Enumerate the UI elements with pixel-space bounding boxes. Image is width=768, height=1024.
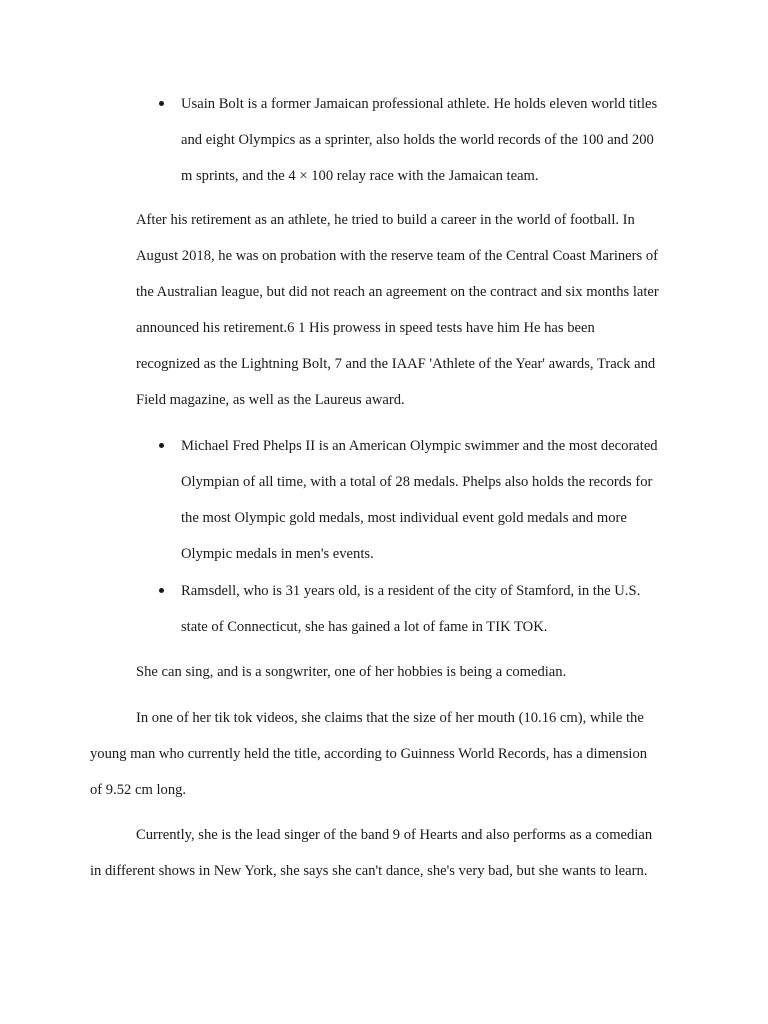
bullet1-line-2: and eight Olympics as a sprinter, also holds the world records of the 100 and 200 (181, 132, 654, 148)
para1-line-6: Field magazine, as well as the Laureus award. (136, 392, 405, 408)
bullet1-line-1: Usain Bolt is a former Jamaican professional athlete. He holds eleven world titles (181, 96, 658, 112)
bullet3-line-2: state of Connecticut, she has gained a lot of fame in TIK TOK. (181, 619, 548, 635)
bullet1-line-3: m sprints, and the 4 × 100 relay race with the Jamaican team. (181, 168, 539, 184)
bullet2-line-2: Olympian of all time, with a total of 28 medals. Phelps also holds the records for (181, 474, 653, 490)
para4-line-2: in different shows in New York, she says she can't dance, she's very bad, but she wants to learn. (90, 863, 648, 879)
bullet2-line-4: Olympic medals in men's events. (181, 546, 374, 562)
bullet-marker (159, 101, 164, 106)
bullet3-line-1: Ramsdell, who is 31 years old, is a resident of the city of Stamford, in the U.S. (181, 583, 641, 599)
bullet-marker (159, 588, 164, 593)
para3-line-3: of 9.52 cm long. (90, 782, 187, 798)
para1-line-5: recognized as the Lightning Bolt, 7 and the IAAF 'Athlete of the Year' awards, Track and (136, 356, 656, 372)
bullet2-line-1: Michael Fred Phelps II is an American Olympic swimmer and the most decorated (181, 438, 658, 454)
para1-line-1: After his retirement as an athlete, he tried to build a career in the world of football. In (136, 212, 635, 228)
para2-line-1: She can sing, and is a songwriter, one of her hobbies is being a comedian. (136, 664, 567, 680)
para1-line-4: announced his retirement.6 1 His prowess in speed tests have him He has been (136, 320, 595, 336)
bullet-marker (159, 443, 164, 448)
para3-line-1: In one of her tik tok videos, she claims that the size of her mouth (10.16 cm), while the (136, 710, 644, 726)
para4-line-1: Currently, she is the lead singer of the band 9 of Hearts and also performs as a comedian (136, 827, 653, 843)
para1-line-2: August 2018, he was on probation with the reserve team of the Central Coast Mariners of (136, 248, 659, 264)
para1-line-3: the Australian league, but did not reach an agreement on the contract and six months later (136, 284, 659, 300)
bullet2-line-3: the most Olympic gold medals, most individual event gold medals and more (181, 510, 627, 526)
para3-line-2: young man who currently held the title, according to Guinness World Records, has a dimension (90, 746, 648, 762)
